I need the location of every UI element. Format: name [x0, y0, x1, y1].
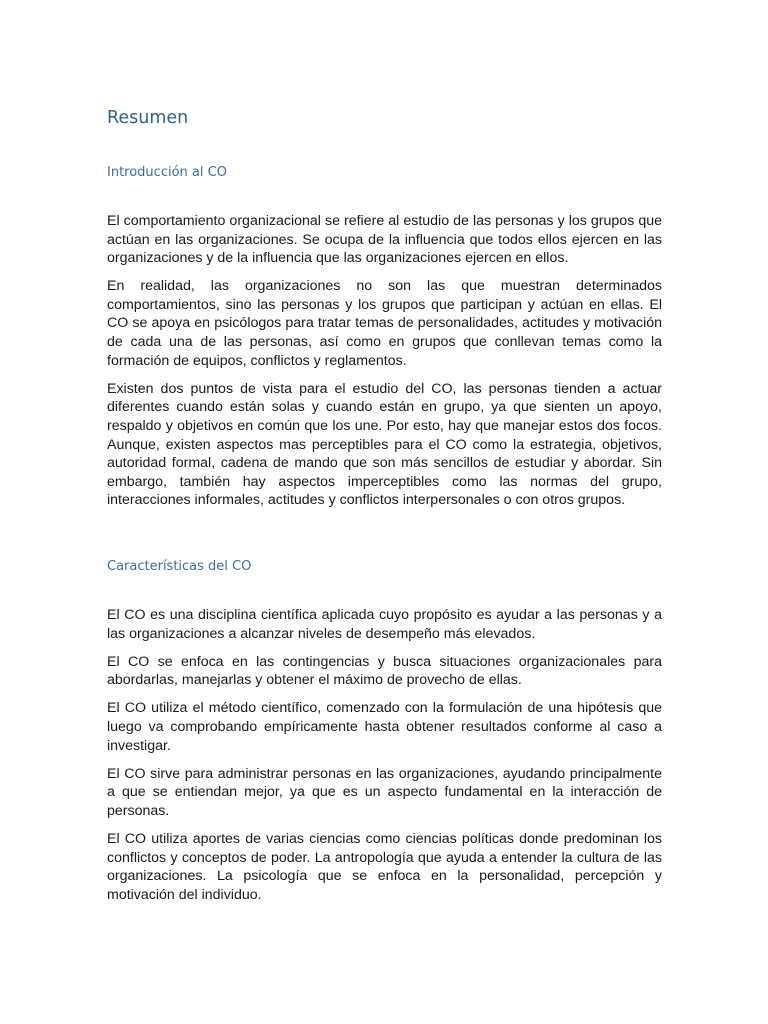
- section-heading-introduccion: Introducción al CO: [107, 165, 227, 180]
- paragraph: El CO utiliza aportes de varias ciencias como ciencias políticas donde predominan los conflictos y conceptos de poder. La antropología que ayuda a entender la cultura de las organizaciones. La psicología que se enfoca en la personalidad, percepción y motivación del individuo.: [107, 830, 662, 903]
- paragraph: El CO se enfoca en las contingencias y busca situaciones organizacionales para abordarlas, manejarlas y obtener el máximo de provecho de ellas.: [107, 653, 662, 689]
- paragraph: Existen dos puntos de vista para el estudio del CO, las personas tienden a actuar diferentes cuando están solas y cuando están en grupo, ya que sienten un apoyo, respaldo y objetivos en común que los une. Por esto, hay que manejar estos dos focos. Aunque, existen aspectos mas perceptibles para el CO como la estrategia, objetivos, autoridad formal, cadena de mando que son más sencillos de estudiar y abordar. Sin embargo, también hay aspectos imperceptibles como las normas del grupo, interacciones informales, actitudes y conflictos interpersonales o con otros grupos.: [107, 380, 662, 509]
- section-caracteristicas: [107, 606, 662, 914]
- paragraph: El CO utiliza el método científico, comenzado con la formulación de una hipótesis que luego va comprobando empíricamente hasta obtener resultados conforme al caso a investigar.: [107, 700, 662, 754]
- paragraph: El comportamiento organizacional se refiere al estudio de las personas y los grupos que actúan en las organizaciones. Se ocupa de la influencia que todos ellos ejercen en las organizaciones y de la influencia que las organizaciones ejercen en ellos.: [107, 213, 662, 267]
- section-introduccion: [107, 212, 662, 519]
- paragraph: El CO es una disciplina científica aplicada cuyo propósito es ayudar a las personas y a las organizaciones a alcanzar niveles de desempeño más elevados.: [107, 607, 662, 642]
- document-title: Resumen: [107, 108, 189, 128]
- section-heading-caracteristicas: Características del CO: [107, 559, 252, 574]
- paragraph: El CO sirve para administrar personas en las organizaciones, ayudando principalmente a que se entiendan mejor, ya que es un aspecto fundamental en la interacción de personas.: [107, 765, 662, 819]
- paragraph: En realidad, las organizaciones no son las que muestran determinados comportamientos, sino las personas y los grupos que participan y actúan en ellas. El CO se apoya en psicólogos para tratar temas de personalidades, actitudes y motivación de cada una de las personas, así como en grupos que conllevan temas como la formación de equipos, conflictos y reglamentos.: [107, 278, 662, 369]
